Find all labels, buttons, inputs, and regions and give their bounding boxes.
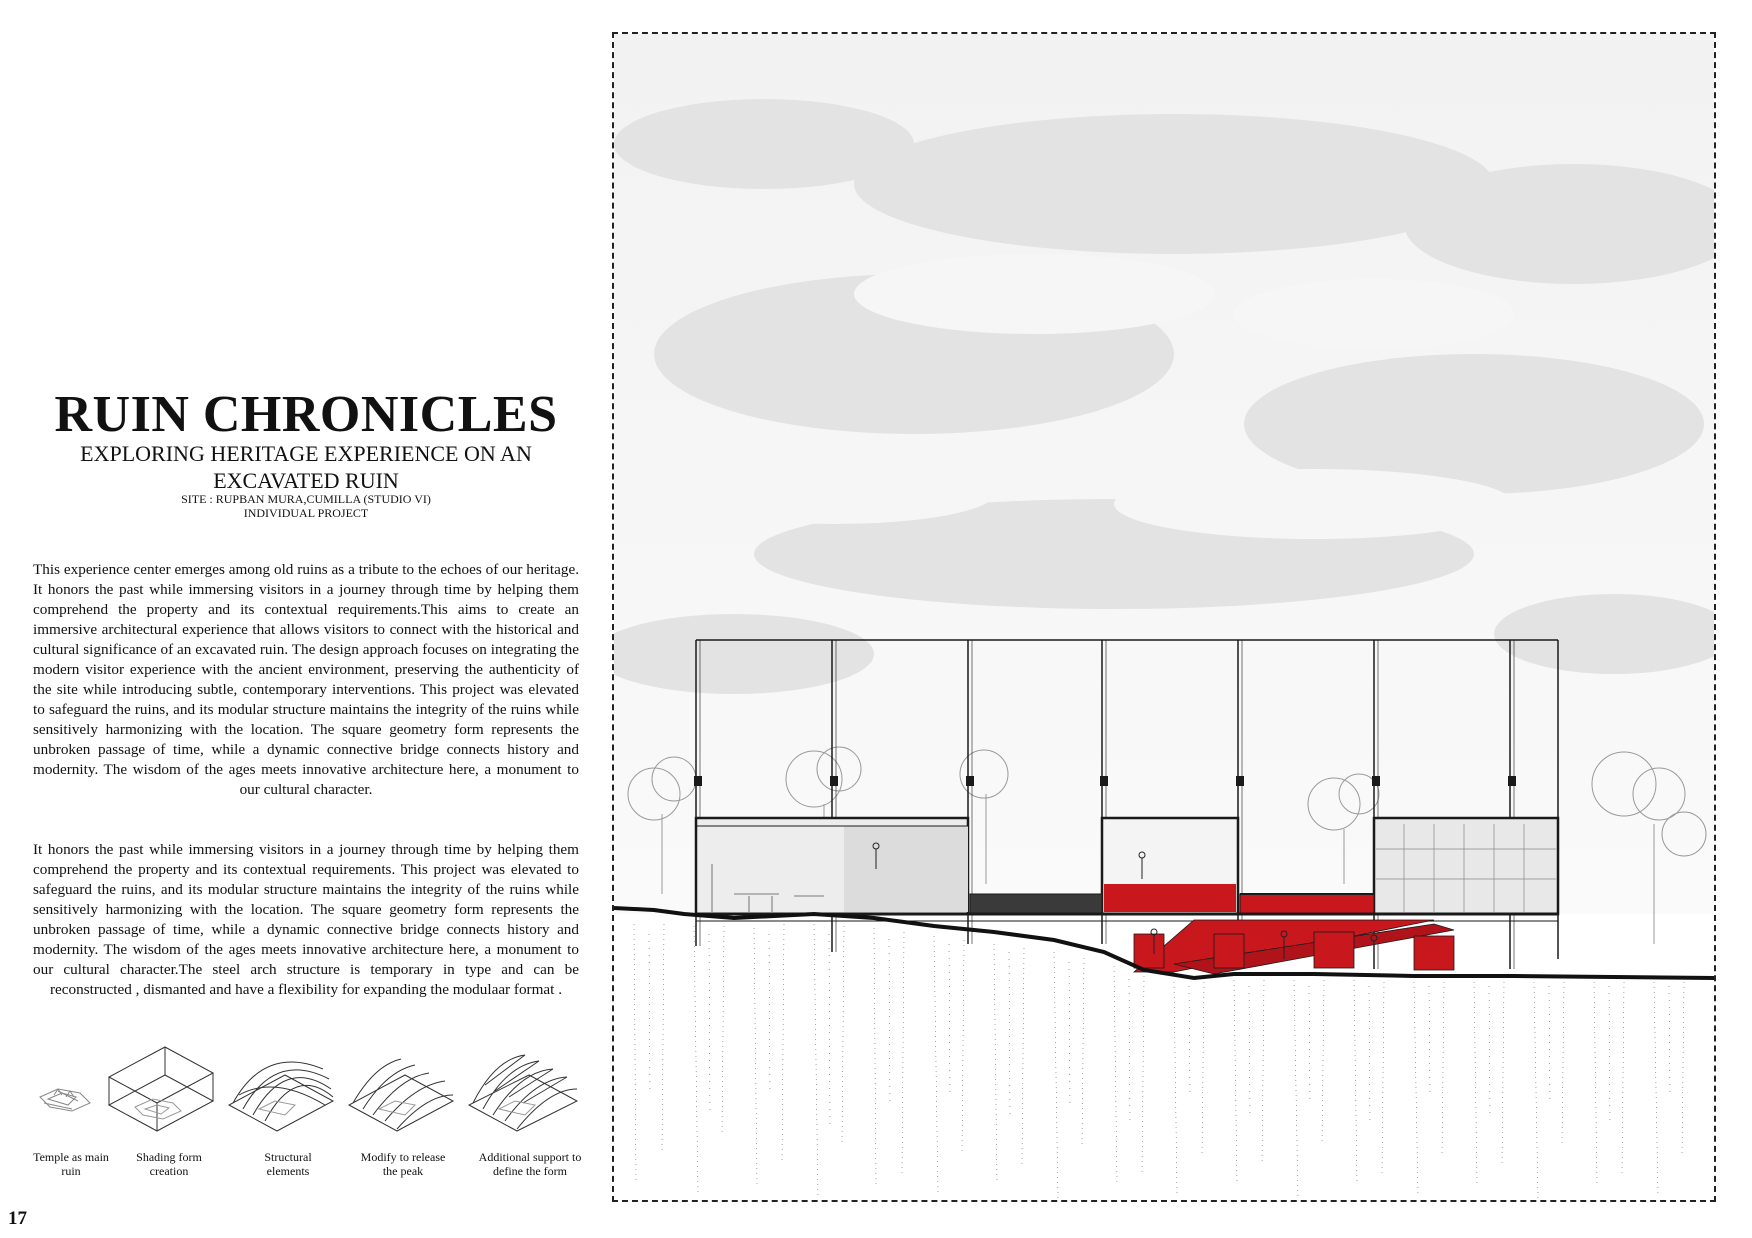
caption-modify: Modify to release the peak: [360, 1150, 446, 1178]
module-middle: [1102, 818, 1238, 914]
diagram-shading-form: [105, 1045, 220, 1165]
description-paragraph-1: This experience center emerges among old ruins as a tribute to the echoes of our heritage. It honors the past while immersing visitors in a journey through time by helping them comprehend the property and its contextual requirements.This aims to create an immersive architectural experience that allows visitors to connect with the historical and cultural significance of an excavated ruin. The design approach focuses on integrating the modern visitor experience with the ancient environment, preserving the authenticity of the site while introducing subtle, contemporary interventions. This project was elevated to safeguard the ruins, and its modular structure maintains the integrity of the ruins while sensitively harmonizing with the location. The square geometry form represents the unbroken passage of time, while a dynamic connective bridge connects history and modernity. The wisdom of the ages meets innovative architecture here, a monument to our cultural character.: [33, 561, 579, 798]
site-info: [0, 492, 612, 520]
section-drawing: [614, 34, 1716, 1202]
diagram-structural-elements: [225, 1045, 340, 1165]
diagram-additional-support: [465, 1045, 585, 1165]
text-panel: [0, 0, 600, 1238]
caption-temple: Temple as main ruin: [33, 1150, 109, 1178]
page-number: 17: [8, 1208, 27, 1229]
section-drawing-frame: [612, 32, 1716, 1202]
module-left: [696, 818, 968, 914]
red-ramp: [1134, 920, 1454, 974]
module-right: [1374, 818, 1558, 914]
caption-shading: Shading form creation: [136, 1150, 202, 1178]
description-paragraph-2: It honors the past while immersing visitors in a journey through time by helping them comprehend the property and its contextual requirements. This project was elevated to safeguard the ruins, and its modular structure maintains the integrity of the ruins while sensitively harmonizing with the location. The square geometry form represents the unbroken passage of time, while a dynamic connective bridge connects history and modernity. The wisdom of the ages meets innovative architecture here, a monument to our cultural character.The steel arch structure is temporary in type and can be reconstructed , dismanted and have a flexibility for expanding the modulaar format .: [33, 841, 579, 998]
project-subtitle: EXPLORING HERITAGE EXPERIENCE ON AN EXCAVATED RUIN: [80, 441, 532, 493]
project-type-line: INDIVIDUAL PROJECT: [243, 506, 369, 520]
caption-structural: Structural elements: [264, 1150, 312, 1178]
caption-additional: Additional support to define the form: [478, 1150, 582, 1178]
site-line: SITE : RUPBAN MURA,CUMILLA (STUDIO VI): [181, 492, 431, 506]
diagram-modify-peak: [345, 1045, 460, 1165]
project-title: RUIN CHRONICLES: [54, 386, 558, 443]
